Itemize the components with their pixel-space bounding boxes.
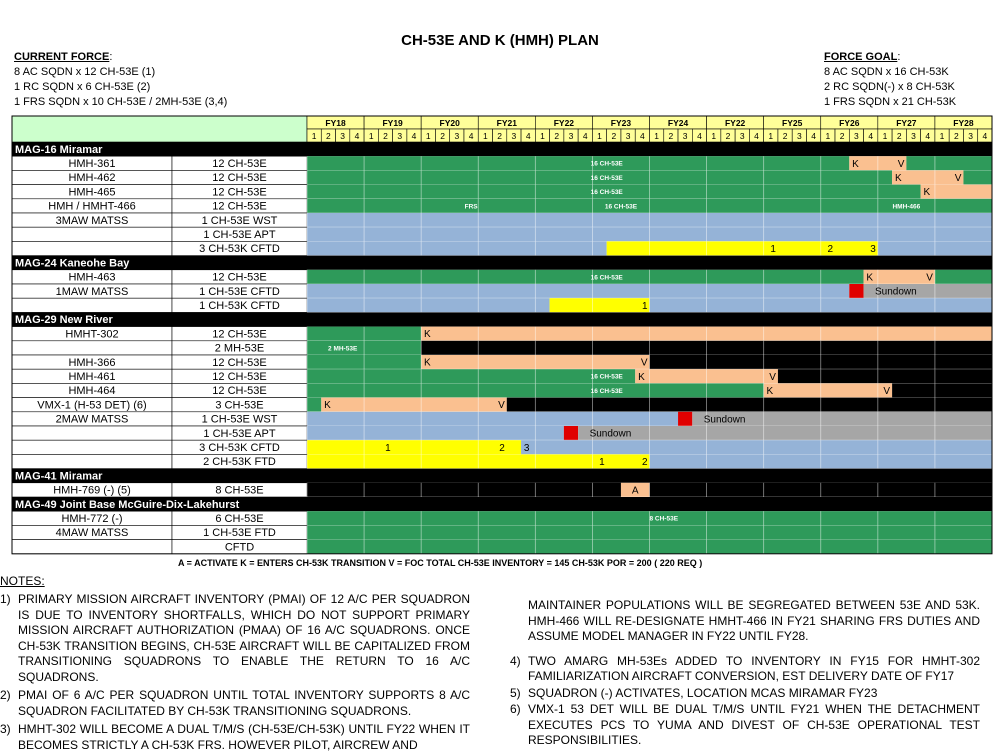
bar-annotation: K (424, 329, 431, 341)
fiscal-year-label: FY23 (610, 117, 632, 128)
bar-annotation: K (638, 371, 645, 383)
quarter-label: 2 (782, 131, 788, 141)
quarter-label: 3 (796, 131, 802, 141)
quarter-label: 1 (882, 131, 888, 141)
schedule-bar (307, 483, 621, 497)
unit-name: HMH-772 (-) (61, 513, 123, 525)
schedule-bar (307, 398, 321, 412)
quarter-label: 2 (839, 131, 845, 141)
bar-annotation: 16 CH-53E (590, 274, 623, 282)
aircraft-count: 8 CH-53E (215, 484, 264, 497)
schedule-bar (906, 156, 992, 170)
quarter-label: 2 (953, 131, 959, 141)
mag-header-row (12, 142, 992, 156)
schedule-bar (507, 398, 992, 412)
quarter-label: 2 (497, 131, 503, 141)
note-continuation (510, 598, 980, 645)
schedule-bar (307, 298, 550, 312)
schedule-bar (892, 170, 963, 184)
unit-name: HMH-461 (68, 371, 116, 383)
schedule-bar (578, 426, 992, 440)
unit-cell (12, 454, 172, 468)
aircraft-count: 12 CH-53E (212, 371, 267, 383)
aircraft-count: 1 CH-53E APT (203, 427, 276, 440)
bar-annotation: 1 (385, 442, 391, 454)
unit-name: 3MAW MATSS (55, 214, 129, 227)
bar-annotation: 2 (827, 244, 834, 255)
note-text: TWO AMARG MH-53Es ADDED TO INVENTORY IN FY15 FOR HMHT-302 FAMILIARIZATION AIRCRAFT CONVERSION, EST DELIVERY DATE OF FY17 (528, 653, 980, 683)
bar-annotation: V (926, 272, 933, 284)
bar-annotation: K (894, 173, 902, 184)
force-goal-line: 8 AC SQDN x 16 CH-53K (824, 66, 949, 78)
fiscal-year-label: FY26 (839, 117, 860, 128)
quarter-label: 2 (554, 131, 560, 141)
fiscal-year-label: FY21 (496, 117, 517, 128)
bar-annotation: K (923, 187, 931, 199)
aircraft-count: 2 MH-53E (214, 342, 265, 355)
quarter-label: 3 (739, 131, 745, 141)
force-goal-line: 2 RC SQDN(-) x 8 CH-53K (824, 81, 955, 93)
unit-name: HMH / HMHT-466 (48, 200, 136, 213)
note-text: SQUADRON (-) ACTIVATES, LOCATION MCAS MIRAMAR FY23 (528, 685, 878, 700)
aircraft-count: 1 CH-53E WST (201, 214, 278, 227)
bar-annotation: 2 MH-53E (328, 345, 358, 353)
fiscal-year-label: FY22 (724, 117, 746, 128)
schedule-bar (321, 398, 507, 412)
quarter-label: 1 (825, 131, 831, 141)
header-blank-cell (12, 116, 307, 142)
aircraft-count: 12 CH-53E (212, 158, 267, 170)
fiscal-year-label: FY22 (553, 117, 575, 128)
fiscal-year-label: FY25 (782, 117, 803, 128)
quarter-label: 4 (697, 131, 702, 141)
unit-name: 2MAW MATSS (55, 413, 129, 426)
quarter-label: 1 (711, 131, 717, 141)
quarter-label: 4 (411, 131, 417, 141)
fiscal-year-label: FY27 (896, 117, 917, 128)
quarter-label: 2 (896, 131, 902, 141)
fiscal-year-label: FY20 (439, 117, 460, 128)
aircraft-count: 12 CH-53E (212, 186, 267, 199)
quarter-label: 2 (440, 131, 445, 141)
note-number: 1) (0, 592, 11, 606)
aircraft-count: 2 CH-53K FTD (203, 456, 276, 469)
mag-header-label: MAG-49 Joint Base McGuire-Dix-Lakehurst (15, 498, 240, 511)
quarter-label: 1 (425, 131, 431, 141)
bar-annotation: Sundown (703, 414, 746, 426)
unit-cell (12, 440, 172, 454)
bar-annotation: 1 (641, 300, 648, 312)
fiscal-year-label: FY18 (325, 117, 346, 128)
quarter-label: 4 (468, 131, 474, 141)
current-force-line: 8 AC SQDN x 12 CH-53E (1) (14, 66, 156, 78)
aircraft-count: 3 CH-53K CFTD (199, 243, 280, 256)
mag-header-label: MAG-16 Miramar (15, 143, 103, 156)
note-item (510, 654, 980, 685)
current-force-heading-colon: : (109, 51, 113, 63)
unit-cell (12, 341, 172, 355)
bar-annotation: FRS (464, 203, 478, 211)
bar-annotation: K (424, 357, 431, 369)
quarter-label: 2 (383, 131, 388, 141)
schedule-bar (307, 156, 849, 170)
schedule-bar (307, 426, 564, 440)
bar-annotation: 16 CH-53E (590, 373, 623, 381)
aircraft-count: 3 CH-53K CFTD (199, 442, 280, 454)
bar-annotation: K (324, 400, 331, 412)
quarter-label: 4 (982, 131, 988, 141)
quarter-label: 2 (326, 131, 331, 141)
aircraft-count: 12 CH-53E (212, 356, 267, 369)
mag-header-row (12, 256, 992, 270)
bar-annotation: Sundown (589, 428, 632, 440)
quarter-label: 3 (911, 131, 916, 141)
bar-annotation: V (897, 158, 905, 170)
quarter-label: 2 (668, 131, 674, 141)
mag-header-label: MAG-41 Miramar (15, 470, 103, 483)
unit-name: HMH-769 (-) (5) (53, 484, 131, 497)
note-number: 2) (0, 688, 11, 702)
schedule-bar (935, 270, 992, 284)
note-text: HMHT-302 WILL BECOME A DUAL T/M/S (CH-53E/CH-53K) UNTIL FY22 WHEN IT BECOMES STRICTLY A CH-53K FRS. HOWEVER PILOT, AIRCREW AND (18, 722, 470, 752)
schedule-bar (764, 383, 892, 397)
bar-annotation: 2 (499, 442, 505, 454)
bar-annotation: K (766, 386, 774, 397)
bar-annotation: 16 CH-53E (590, 387, 623, 395)
quarter-label: 3 (568, 131, 574, 141)
bar-annotation: 2 (641, 457, 648, 468)
current-force-heading: CURRENT FORCE (14, 51, 110, 63)
notes-heading: NOTES: (0, 574, 45, 588)
quarter-label: 4 (754, 131, 759, 141)
unit-name: HMH-464 (68, 385, 116, 398)
note-number: 6) (510, 702, 521, 716)
bar-annotation: 16 CH-53E (590, 189, 623, 197)
aircraft-count: CFTD (224, 541, 255, 554)
quarter-label: 2 (611, 131, 617, 141)
note-item (0, 688, 470, 719)
unit-name: 1MAW MATSS (55, 285, 129, 298)
unit-name: HMH-463 (68, 271, 116, 284)
fiscal-year-label: FY24 (667, 117, 689, 128)
unit-name: VMX-1 (H-53 DET) (6) (37, 399, 147, 412)
mag-header-row (12, 469, 992, 483)
aircraft-count: 1 CH-53E FTD (203, 527, 276, 540)
aircraft-count: 12 CH-53E (212, 328, 267, 341)
bar-annotation: 16 CH-53E (590, 160, 623, 168)
aircraft-count: 3 CH-53E (215, 399, 264, 412)
quarter-label: 3 (968, 131, 973, 141)
aircraft-count: 12 CH-53E (212, 385, 267, 398)
aircraft-count: 1 CH-53E CFTD (199, 285, 280, 298)
bar-annotation: 3 (523, 442, 530, 454)
bar-annotation: HMH-466 (892, 203, 921, 211)
quarter-label: 1 (939, 131, 945, 141)
unit-name: HMH-361 (68, 158, 116, 170)
quarter-label: 1 (368, 131, 374, 141)
bar-annotation: V (769, 371, 776, 383)
schedule-bar (864, 270, 935, 284)
quarter-label: 4 (525, 131, 531, 141)
unit-cell (12, 227, 172, 241)
quarter-label: 3 (397, 131, 403, 141)
schedule-bar (778, 369, 992, 383)
aircraft-count: 1 CH-53K CFTD (199, 300, 280, 312)
bar-annotation: Sundown (874, 286, 917, 298)
fiscal-year-label: FY19 (382, 117, 403, 128)
force-goal-heading-colon: : (897, 51, 901, 63)
bar-annotation: 1 (770, 244, 776, 255)
bar-annotation: V (883, 386, 891, 397)
quarter-label: 1 (540, 131, 545, 141)
mag-header-row (12, 312, 992, 326)
schedule-bar (521, 440, 992, 454)
note-item (0, 722, 470, 753)
bar-annotation: V (954, 173, 962, 184)
unit-cell (12, 298, 172, 312)
note-number: 5) (510, 685, 521, 700)
quarter-label: 1 (483, 131, 488, 141)
bar-annotation: 16 CH-53E (590, 174, 623, 182)
note-item (510, 686, 980, 702)
unit-name: HMH-366 (68, 356, 116, 369)
unit-name: 4MAW MATSS (55, 527, 129, 540)
schedule-bar (307, 270, 864, 284)
bar-annotation: 1 (599, 457, 605, 468)
bar-annotation: V (498, 400, 505, 412)
schedule-bar (921, 185, 992, 199)
schedule-bar (307, 440, 521, 454)
note-number: 4) (510, 653, 521, 668)
page-title: CH-53E AND K (HMH) PLAN (401, 32, 599, 49)
schedule-bar (564, 426, 578, 440)
aircraft-count: 12 CH-53E (212, 200, 267, 213)
unit-cell (12, 540, 172, 554)
note-text: PRIMARY MISSION AIRCRAFT INVENTORY (PMAI) OF 12 A/C PER SQUADRON IS DUE TO INVENTORY SHORTFALLS, WHICH DO NOT SUPPORT PRIMARY MISSION AIRCRAFT AUTHORIZATION (PMAA) OF 16 A/C SQUADRONS. ONCE CH-53K TRANSITION BEGINS, CH-53E AIRCRAFT WILL BE CAPITALIZED FROM TRANSITIONING SQUADRONS TO ENABLE THE RETURN TO 16 A/C SQUADRONS. (18, 592, 470, 684)
current-force-line: 1 FRS SQDN x 10 CH-53E / 2MH-53E (3,4) (14, 96, 228, 108)
legend: A = ACTIVATE K = ENTERS CH-53K TRANSITION V = FOC TOTAL CH-53E INVENTORY = 145 CH-53K POR = 200 ( 220 REQ ) (178, 558, 703, 568)
quarter-label: 3 (625, 131, 631, 141)
schedule-bar (307, 284, 849, 298)
bar-annotation: K (852, 158, 859, 170)
schedule-bar (678, 412, 692, 426)
bar-annotation: V (640, 357, 648, 369)
bar-annotation: 3 (870, 244, 876, 255)
quarter-label: 4 (582, 131, 588, 141)
quarter-label: 1 (768, 131, 774, 141)
schedule-bar (607, 241, 878, 255)
mag-header-label: MAG-29 New River (15, 314, 113, 327)
schedule-bar (849, 284, 863, 298)
note-item (0, 592, 470, 685)
note-text: MAINTAINER POPULATIONS WILL BE SEGREGATED BETWEEN 53E AND 53K. HMH-466 WILL RE-DESIGNATE HMHT-466 IN FY21 SHARING FRS DUTIES AND ASSUME MODEL MANAGER IN FY22 UNTIL FY28. (528, 598, 980, 643)
note-item (510, 702, 980, 749)
quarter-label: 3 (682, 131, 688, 141)
current-force-line: 1 RC SQDN x 6 CH-53E (2) (14, 81, 151, 93)
quarter-label: 4 (639, 131, 645, 141)
bar-annotation: K (866, 272, 874, 284)
schedule-bar (307, 369, 635, 383)
quarter-label: 3 (340, 131, 346, 141)
quarter-label: 1 (597, 131, 602, 141)
quarter-label: 3 (511, 131, 517, 141)
note-number: 3) (0, 722, 11, 736)
quarter-label: 3 (854, 131, 859, 141)
unit-cell (12, 426, 172, 440)
quarter-label: 4 (925, 131, 931, 141)
schedule-bar (307, 241, 607, 255)
schedule-bar (892, 383, 992, 397)
quarter-label: 3 (454, 131, 460, 141)
aircraft-count: 12 CH-53E (212, 271, 267, 284)
fiscal-year-label: FY28 (953, 117, 974, 128)
quarter-label: 4 (811, 131, 816, 141)
quarter-label: 1 (311, 131, 317, 141)
schedule-bar (963, 170, 992, 184)
notes-left-column (0, 592, 470, 753)
quarter-label: 4 (868, 131, 874, 141)
quarter-label: 1 (654, 131, 660, 141)
force-goal-heading: FORCE GOAL (824, 51, 898, 63)
quarter-label: 4 (354, 131, 360, 141)
unit-name: HMH-465 (68, 186, 116, 199)
aircraft-count: 6 CH-53E (215, 513, 264, 525)
unit-cell (12, 241, 172, 255)
force-goal-line: 1 FRS SQDN x 21 CH-53K (824, 96, 957, 108)
mag-header-label: MAG-24 Kaneohe Bay (15, 257, 130, 270)
bar-annotation: 8 CH-53E (649, 515, 679, 523)
note-text: VMX-1 53 DET WILL BE DUAL T/M/S UNTIL FY21 WHEN THE DETACHMENT EXECUTES PCS TO YUMA AND DIVEST OF CH-53E OPERATIONAL TEST RESPONSIBILITIES. (528, 702, 980, 747)
schedule-bar (550, 298, 650, 312)
aircraft-count: 1 CH-53E APT (203, 229, 276, 241)
aircraft-count: 12 CH-53E (212, 172, 267, 185)
unit-name: HMHT-302 (65, 328, 119, 341)
quarter-label: 2 (725, 131, 731, 141)
bar-annotation: A (631, 485, 639, 497)
schedule-bar (307, 412, 678, 426)
aircraft-count: 1 CH-53E WST (201, 413, 278, 426)
notes-right-column (510, 598, 980, 749)
unit-name: HMH-462 (68, 172, 116, 185)
bar-annotation: 16 CH-53E (604, 203, 638, 211)
note-text: PMAI OF 6 A/C PER SQUADRON UNTIL TOTAL INVENTORY SUPPORTS 8 A/C SQUADRON FACILITATED BY CH-53K TRANSITIONING SQUADRONS. (18, 688, 470, 718)
